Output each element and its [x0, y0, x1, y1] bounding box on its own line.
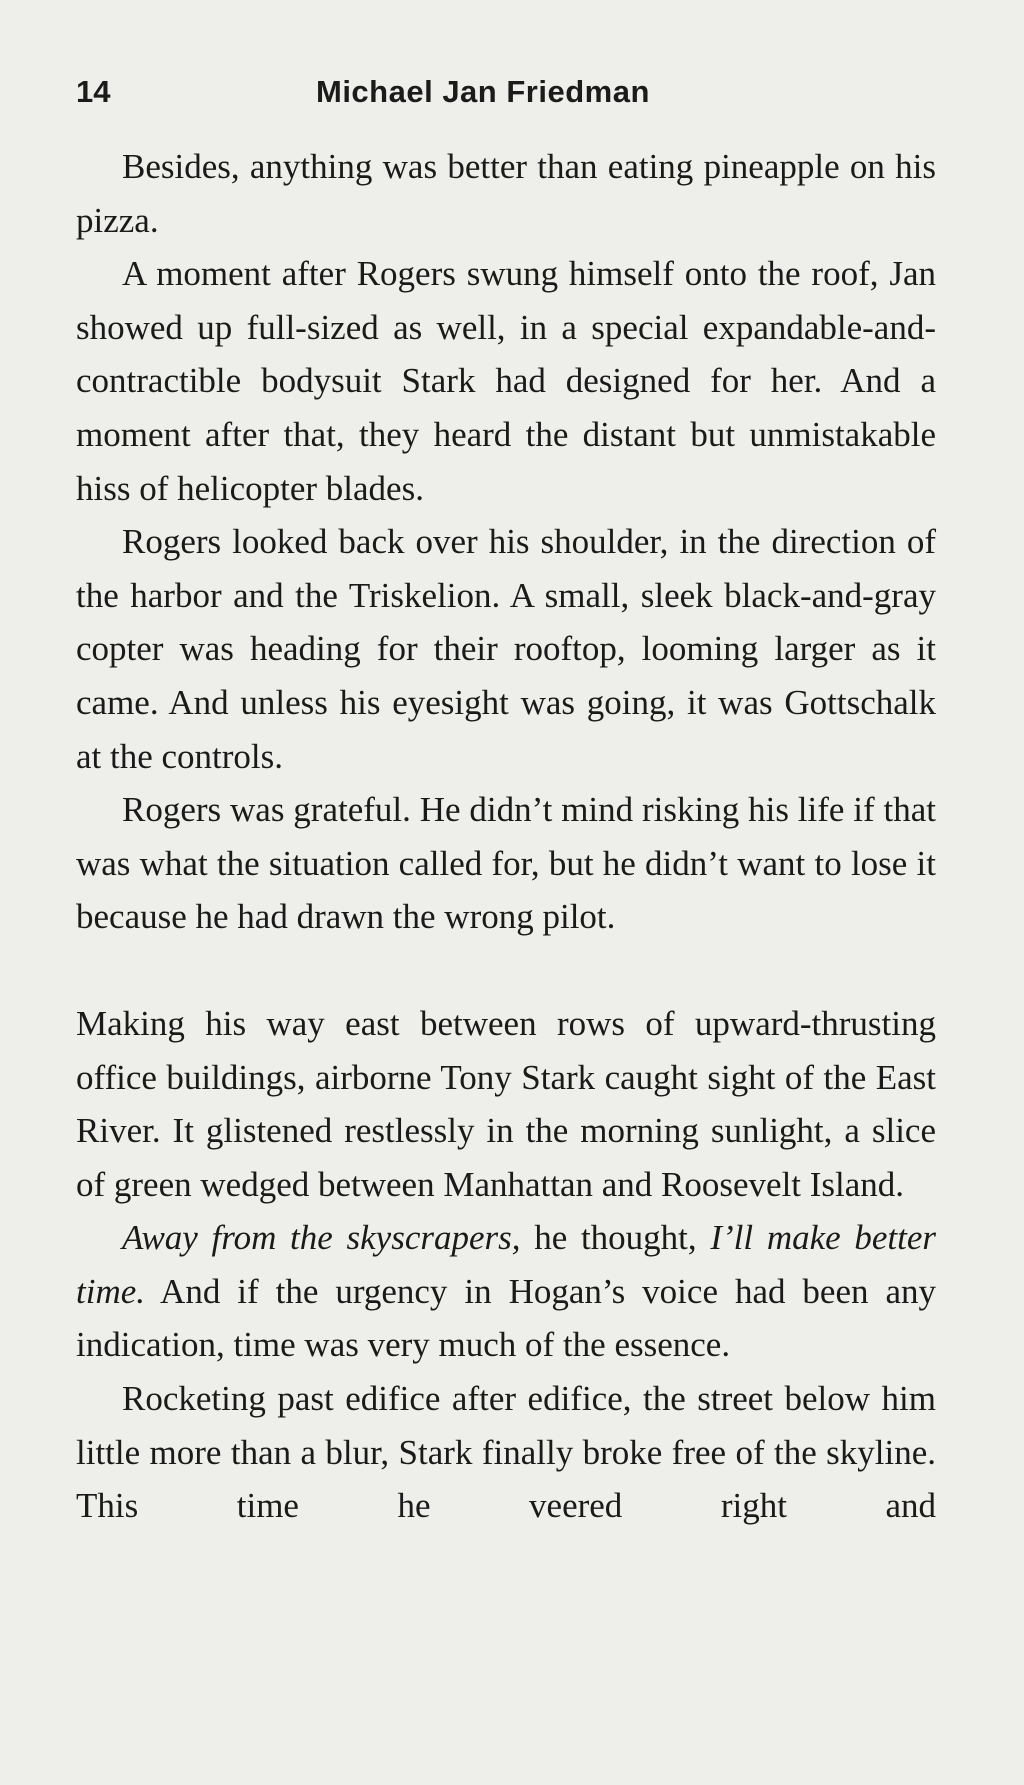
- running-head: [76, 74, 936, 118]
- running-head-author: Michael Jan Friedman: [316, 74, 650, 109]
- paragraph-stark-thought: [76, 1211, 936, 1372]
- italic-thought-1: Away from the skyscrapers,: [122, 1218, 521, 1258]
- italic-thought-2: I’ll make better time.: [76, 1218, 937, 1311]
- paragraph-grateful: Rogers was grateful. He didn’t mind risking his life if that was what the situation called for, but he didn’t want to lose it because he had drawn the wrong pilot.: [76, 790, 936, 937]
- paragraph-rooftop-arrival: A moment after Rogers swung himself onto the roof, Jan showed up full-sized as well, in a special expandable-and-contractible bodysuit Stark had designed for her. And a moment after that, they heard the distant but unmistakable hiss of helicopter blades.: [76, 254, 936, 508]
- page-number: 14: [76, 74, 111, 109]
- thought-narration-1: he thought,: [520, 1218, 711, 1258]
- body-text: [76, 140, 936, 1533]
- paragraph-pizza: Besides, anything was better than eating pineapple on his pizza.: [76, 147, 936, 240]
- paragraph-stark-flight: Making his way east between rows of upward-thrusting office buildings, airborne Tony Stark caught sight of the East River. It glistened restlessly in the morning sunlight, a slice of green wedged between Manhattan and Roosevelt Island.: [76, 1003, 936, 1204]
- paragraph-rocketing: Rocketing past edifice after edifice, the street below him little more than a blur, Stark finally broke free of the skyline. This time he veered right and: [76, 1379, 936, 1526]
- paragraph-copter-approach: Rogers looked back over his shoulder, in the direction of the harbor and the Triskelion. A small, sleek black-and-gray copter was heading for their rooftop, looming larger as it came. And unless his eyesight was going, it was Gottschalk at the controls.: [76, 522, 936, 776]
- thought-narration-2: And if the urgency in Hogan’s voice had been any indication, time was very much of the essence.: [76, 1271, 936, 1365]
